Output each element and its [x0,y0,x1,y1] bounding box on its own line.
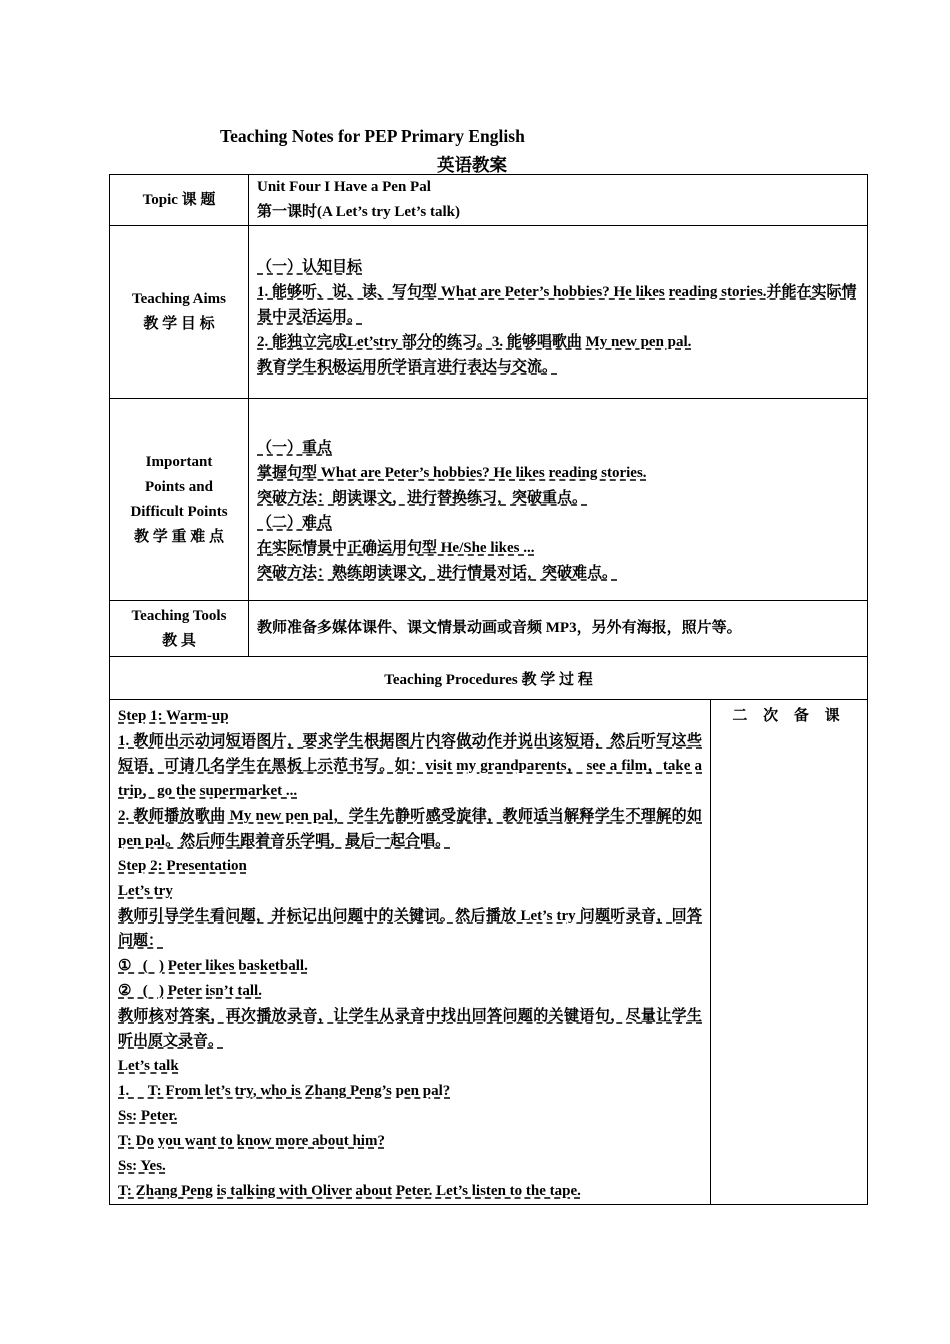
aims-line: 2. 能独立完成Let’stry 部分的练习。3. 能够唱歌曲 My new pen pal. [257,333,692,350]
procedures-steps-cell [110,700,711,1205]
second-prep-label: 二 次 备 课 [732,708,846,724]
points-label-cell [110,399,249,601]
points-label-line: 教 学 重 难 点 [133,528,224,545]
tools-label-en: Teaching Tools [131,607,227,624]
points-row [110,399,868,601]
tools-content-cell [249,601,868,657]
document-title-en: Teaching Notes for PEP Primary English [220,126,525,146]
topic-content-cell [249,175,868,226]
second-prep-cell [711,700,868,1205]
procedure-line: 教师引导学生看问题，并标记出问题中的关键词。然后播放 Let’s try 问题听录音，回答问题： [118,908,702,949]
points-line: （二）难点 [257,514,333,531]
topic-label-cn: 课 题 [181,191,216,208]
procedure-line: Let’s try [118,883,173,899]
points-label-line: Difficult Points [130,503,228,520]
topic-label-cell [110,175,249,226]
procedure-line: 教师核对答案，再次播放录音，让学生从录音中找出回答问题的关键语句，尽量让学生听出原文录音。 [118,1008,702,1049]
procedure-line: Ss: Yes. [118,1158,166,1174]
aims-label-cn: 教 学 目 标 [143,316,215,332]
procedures-heading: Teaching Procedures 教 学 过 程 [110,657,868,700]
procedure-line: ① ( ) Peter likes basketball. [118,958,308,974]
procedure-line: 2. 教师播放歌曲 My new pen pal，学生先静听感受旋律，教师适当解释学生不理解的如 pen pal。然后师生跟着音乐学唱，最后一起合唱。 [118,808,702,849]
procedure-line: Let’s talk [118,1058,179,1074]
procedure-line: Ss: Peter. [118,1108,178,1124]
points-content-cell [249,399,868,601]
aims-line: 教育学生积极运用所学语言进行表达与交流。 [257,358,558,375]
points-line: 突破方法：朗读课文，进行替换练习，突破重点。 [257,489,588,506]
tools-label-cell [110,601,249,657]
aims-row [110,226,868,399]
tools-row [110,601,868,657]
topic-unit: Unit Four I Have a Pen Pal [257,179,431,195]
points-line: 突破方法：熟练朗读课文，进行情景对话，突破难点。 [257,564,618,581]
procedure-line: Step 2: Presentation [118,858,247,874]
document-title-cn: 英语教案 [437,155,507,175]
tools-label-cn: 教 具 [162,632,196,649]
points-line: 在实际情景中正确运用句型 He/She likes ... [257,539,535,556]
points-line: 掌握句型 What are Peter’s hobbies? He likes reading stories. [257,464,647,481]
procedure-line: 1. 教师出示动词短语图片，要求学生根据图片内容做动作并说出该短语，然后听写这些短语，可请几名学生在黑板上示范书写。如：visit my grandparents， see a film，take a trip，go the supermarket ... [118,733,702,799]
points-line: （一）重点 [257,439,333,456]
tools-text: 教师准备多媒体课件、课文情景动画或音频 MP3，另外有海报，照片等。 [257,620,742,636]
procedures-body-row [110,700,868,1205]
aims-label-en: Teaching Aims [131,291,227,307]
procedure-line: 1. T: From let’s try, who is Zhang Peng’s pen pal? [118,1083,451,1099]
procedure-line: T: Zhang Peng is talking with Oliver about Peter. Let’s listen to the tape. [118,1183,581,1199]
procedure-line: T: Do you want to know more about him? [118,1133,385,1149]
aims-line: （一）认知目标 [257,258,363,275]
topic-label-en: Topic [142,191,178,208]
aims-label-cell [110,226,249,399]
lesson-plan-table [109,174,868,1205]
aims-content-cell [249,226,868,399]
topic-lesson: 第一课时(A Let’s try Let’s talk) [257,204,461,220]
aims-line: 1. 能够听、说、读、写句型 What are Peter’s hobbies? He likes reading stories.并能在实际情景中灵活运用。 [257,283,857,325]
procedure-line: Step 1: Warm-up [118,708,229,724]
points-label-line: Important [145,453,213,470]
topic-row [110,175,868,226]
procedure-line: ② ( ) Peter isn’t tall. [118,983,262,999]
procedures-heading-row [110,657,868,700]
points-label-line: Points and [145,478,213,495]
